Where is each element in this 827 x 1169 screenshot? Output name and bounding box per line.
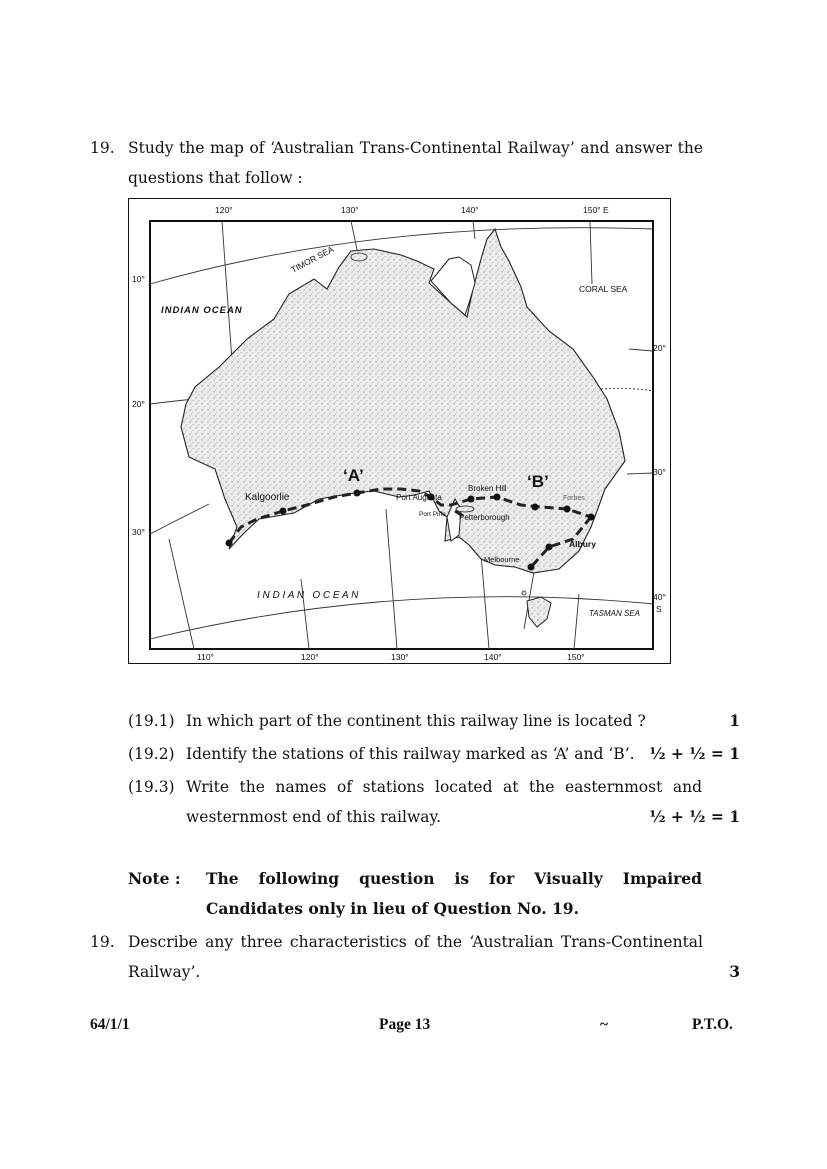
station-dot-petterborough	[468, 496, 475, 503]
subquestion-marks: ½ + ½ = 1	[649, 744, 740, 763]
melville-island	[351, 253, 367, 261]
lon-label-bottom-140: 140°	[484, 652, 502, 662]
broken-hill-label: Broken Hill	[468, 484, 507, 493]
lon-label-bottom-110: 110°	[197, 652, 214, 662]
marker-a-label: ‘A’	[343, 466, 364, 485]
note-label: Note :	[128, 869, 181, 888]
meridian-150-top	[590, 221, 592, 284]
question-text-line2: questions that follow :	[128, 169, 303, 187]
lat-label-left-10: 10°	[132, 274, 145, 284]
australia-mainland	[181, 229, 625, 573]
indian-ocean-south-label: I N D I A N O C E A N	[257, 590, 359, 601]
pto-label: P.T.O.	[692, 1016, 733, 1033]
tasmania	[527, 597, 551, 627]
station-dot-east-end	[588, 514, 595, 521]
subquestion-id: (19.1)	[128, 712, 175, 730]
marker-b-label: ‘B’	[527, 472, 549, 491]
kalgoorlie-label: Kalgoorlie	[245, 492, 290, 503]
port-pirie-label: Port Pirie	[419, 511, 446, 518]
vi-question-line2: Railway’.	[128, 963, 201, 981]
flinders-island	[522, 591, 526, 595]
indian-ocean-north-label: INDIAN OCEAN	[161, 305, 243, 316]
lon-label-top-130: 130°	[341, 205, 359, 215]
vi-question	[128, 927, 740, 987]
lat-label-right-40: 40°	[653, 592, 666, 602]
meridian-110	[169, 539, 194, 649]
lat-label-right-20: 20°	[653, 343, 666, 353]
vi-question-line2-row	[128, 957, 740, 987]
albury-label: Albury	[569, 539, 596, 549]
subquestion-id: (19.3)	[128, 778, 175, 796]
question-number: 19.	[90, 139, 115, 157]
lat-label-right-30: 30°	[653, 467, 666, 477]
meridian-150-bottom	[574, 594, 579, 649]
subquestion-text-line1: Write the names of stations located at the easternmost and	[186, 778, 702, 796]
lat-label-left-30: 30°	[132, 527, 145, 537]
subquestion-id: (19.2)	[128, 745, 175, 763]
station-dot-west-end	[226, 540, 233, 547]
station-dot-broken-hill	[494, 494, 501, 501]
station-dot-b	[532, 504, 539, 511]
subquestion-19-3	[128, 772, 740, 834]
lon-label-bottom-150: 150°	[567, 652, 585, 662]
meridian-130-bottom	[386, 509, 397, 649]
subquestion-marks: ½ + ½ = 1	[649, 807, 740, 826]
lat-label-right-s: S	[656, 604, 662, 614]
question-text-line1: Study the map of ‘Australian Trans-Continental Railway’ and answer the	[128, 139, 703, 157]
station-dot-albury	[546, 544, 553, 551]
melbourne-label: Melbourne	[484, 555, 520, 564]
vi-question-line1: Describe any three characteristics of the ‘Australian Trans-Continental	[128, 933, 703, 951]
station-dot-forbes	[564, 506, 571, 513]
coral-sea-label: CORAL SEA	[579, 284, 628, 294]
subquestion-text: In which part of the continent this railway line is located ?	[186, 712, 646, 730]
kangaroo-island	[456, 506, 474, 512]
parallel-30-east	[627, 473, 653, 474]
meridian-140-top	[473, 221, 475, 239]
note-line1: The following question is for Visually Impaired	[206, 869, 702, 888]
station-dot-melbourne	[528, 564, 535, 571]
parallel-30-west	[150, 504, 209, 534]
subquestion-text-line2: westernmost end of this railway.	[186, 808, 442, 826]
petterborough-label: Petterborough	[459, 513, 510, 522]
lat-label-left-20: 20°	[132, 399, 145, 409]
paper-code: 64/1/1	[90, 1016, 130, 1033]
lon-label-bottom-130: 130°	[391, 652, 409, 662]
page-number: Page 13	[379, 1016, 431, 1033]
parallel-40	[150, 597, 653, 639]
tropic-line	[601, 388, 653, 391]
station-dot-a	[354, 490, 361, 497]
station-dot-kalgoorlie	[280, 508, 287, 515]
note-line2: Candidates only in lieu of Question No. 19.	[206, 899, 579, 918]
map-svg	[129, 199, 670, 663]
vi-question-number: 19.	[90, 933, 115, 951]
footer-tilde: ~	[600, 1016, 609, 1033]
vi-question-marks: 3	[729, 962, 740, 981]
lon-label-top-150: 150° E	[583, 205, 609, 215]
question-text	[128, 133, 703, 193]
timor-sea-label: TIMOR SEA	[289, 243, 336, 275]
lon-label-top-120: 120°	[215, 205, 233, 215]
parallel-20-east	[629, 349, 653, 351]
subquestion-text: Identify the stations of this railway marked as ‘A’ and ‘B’.	[186, 745, 635, 763]
forbes-label: Forbes	[563, 495, 585, 502]
lon-label-bottom-120: 120°	[301, 652, 319, 662]
meridian-140-bottom	[481, 554, 489, 649]
subquestion-marks: 1	[729, 711, 740, 730]
lon-label-top-140: 140°	[461, 205, 479, 215]
australia-railway-map	[128, 198, 671, 664]
tasman-sea-label: TASMAN SEA	[589, 609, 640, 618]
port-augusta-label: Port Augusta	[396, 493, 442, 502]
